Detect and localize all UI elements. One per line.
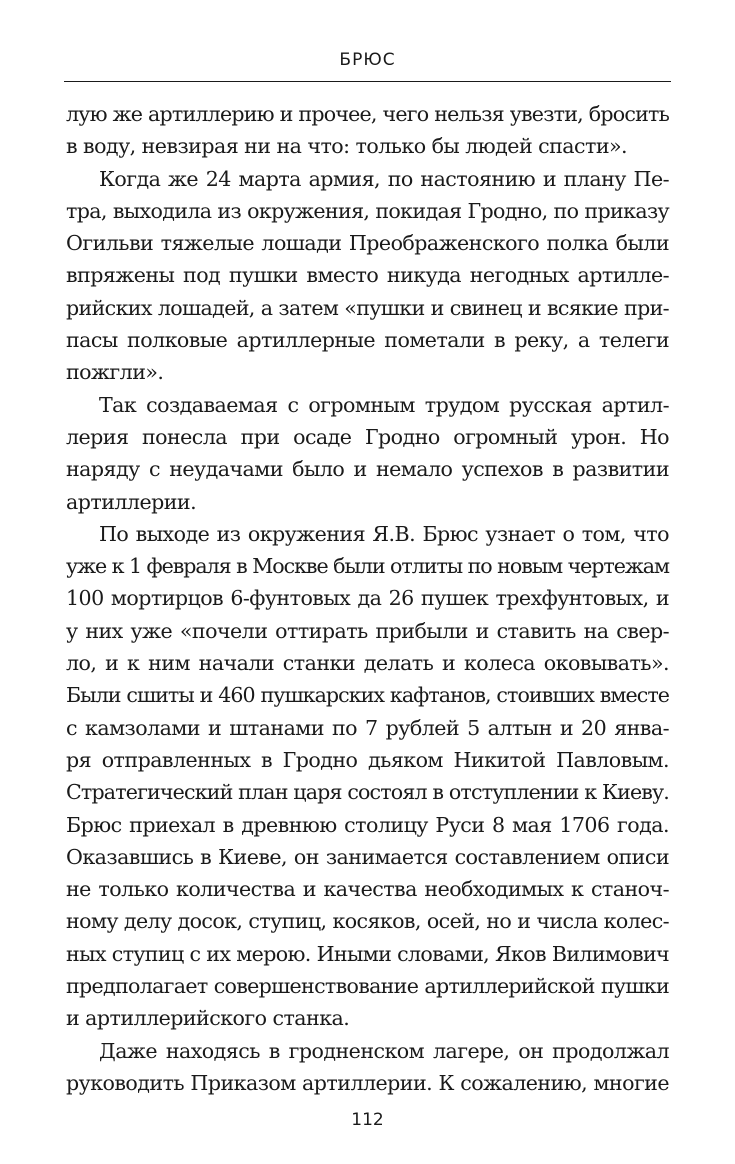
body-text <box>66 98 669 1099</box>
text-line: По выходе из окружения Я.В. Брюс узнает о том, что <box>99 521 669 546</box>
text-line: лую же артиллерию и прочее, чего нельзя увезти, бросить <box>66 102 669 126</box>
page-number: 112 <box>351 1110 384 1130</box>
text-line: артиллерии. <box>66 489 197 514</box>
text-line: предполагает совершенствование артиллерийской пушки <box>66 974 669 999</box>
text-line: ло, и к ним начали станки делать и колеса оковывать». <box>66 651 669 676</box>
text-line: 100 мортирцов 6-фунтовых да 26 пушек трехфунтовых, и <box>66 586 669 611</box>
text-line: наряду с неудачами было и немало успехов в развитии <box>66 457 669 482</box>
text-line: тра, выходила из окружения, покидая Гродно, по приказу <box>66 198 669 223</box>
text-line: Стратегический план царя состоял в отступлении к Киеву. <box>66 780 669 805</box>
text-line: ному делу досок, ступиц, косяков, осей, но и числа колес- <box>66 909 669 934</box>
text-line: Огильви тяжелые лошади Преображенского полка были <box>66 231 669 256</box>
text-line: в воду, невзирая ни на что: только бы людей спасти». <box>66 134 628 159</box>
text-line: с камзолами и штанами по 7 рублей 5 алтын и 20 янва- <box>66 715 669 740</box>
text-line: не только количества и качества необходимых к станоч- <box>66 877 669 902</box>
text-line: Так создаваемая с огромным трудом русская артил- <box>99 392 669 417</box>
text-line: пожгли». <box>66 360 164 385</box>
text-line: лерия понесла при осаде Гродно огромный урон. Но <box>66 424 669 449</box>
text-line: пасы полковые артиллерные пометали в реку, а телеги <box>66 328 669 353</box>
text-line: рийских лошадей, а затем «пушки и свинец и всякие при- <box>66 295 669 320</box>
text-line: руководить Приказом артиллерии. К сожалению, многие <box>66 1070 669 1095</box>
running-title: БРЮС <box>339 50 396 70</box>
text-line: ря отправленных в Гродно дьяком Никитой Павловым. <box>66 747 669 772</box>
text-line: у них уже «почели оттирать прибыли и ставить на свер- <box>66 618 669 643</box>
text-line: ных ступиц с их мерою. Иными словами, Яков Вилимович <box>66 941 669 966</box>
text-line: и артиллерийского станка. <box>66 1006 350 1031</box>
text-line: Брюс приехал в древнюю столицу Руси 8 мая 1706 года. <box>66 812 669 837</box>
text-line: Оказавшись в Киеве, он занимается составлением описи <box>66 844 669 869</box>
text-line: Были сшиты и 460 пушкарских кафтанов, стоивших вместе <box>66 683 669 708</box>
text-line: Даже находясь в гродненском лагере, он продолжал <box>99 1038 669 1063</box>
text-line: впряжены под пушки вместо никуда негодных артилле- <box>66 263 669 288</box>
text-line: уже к 1 февраля в Москве были отлиты по новым чертежам <box>66 554 669 579</box>
header-rule <box>64 81 671 82</box>
text-line: Когда же 24 марта армия, по настоянию и плану Пе- <box>99 166 669 191</box>
